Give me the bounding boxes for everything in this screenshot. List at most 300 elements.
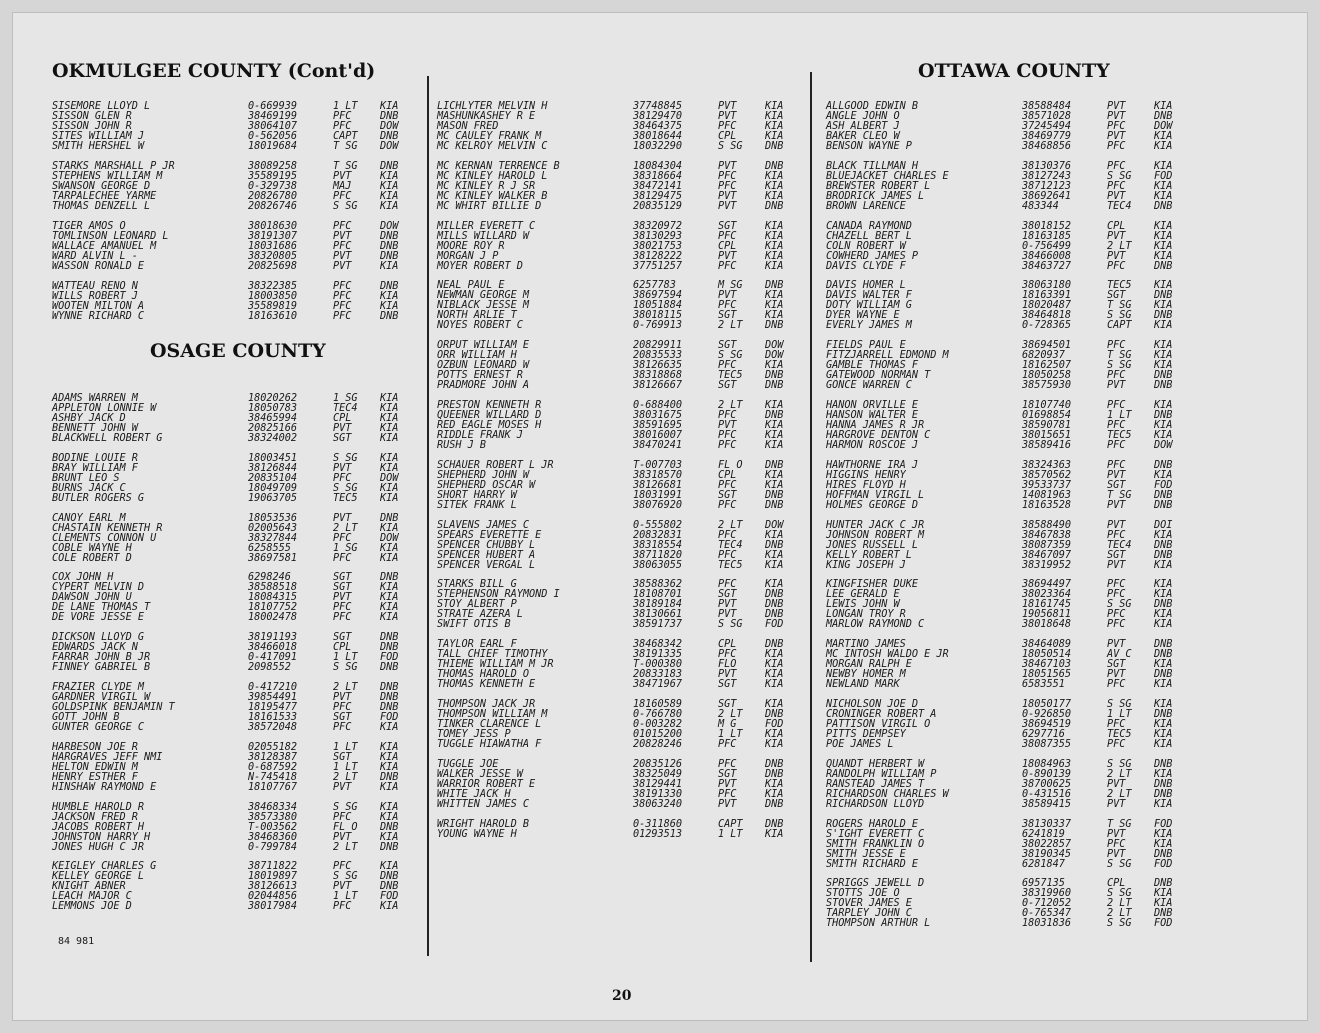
casualty-name: TALL CHIEF TIMOTHY — [437, 649, 548, 661]
casualty-row — [826, 561, 1206, 571]
casualty-rank: T SG — [1107, 350, 1132, 362]
casualty-serial-number: 0-712052 — [1022, 898, 1072, 910]
casualty-rank: 1 SG — [333, 393, 358, 404]
casualty-name: HUMBLE HAROLD R — [52, 801, 145, 813]
casualty-rank: PVT — [1107, 111, 1126, 122]
casualty-name: APPLETON LONNIE W — [52, 403, 157, 414]
casualty-rank: S SG — [718, 350, 743, 362]
casualty-name: COLE ROBERT D — [52, 552, 132, 564]
casualty-status: KIA — [765, 360, 784, 372]
casualty-status: KIA — [1154, 429, 1173, 441]
casualty-serial-number: 38589416 — [1022, 439, 1072, 451]
casualty-name: KELLY ROBERT L — [826, 549, 912, 561]
casualty-serial-number: 20835533 — [633, 350, 683, 362]
casualty-rank: SGT — [718, 768, 737, 780]
casualty-status: KIA — [380, 433, 399, 444]
casualty-name: QUEENER WILLARD D — [437, 409, 542, 421]
casualty-rank: 2 LT — [1107, 898, 1132, 910]
casualty-serial-number: 02005643 — [248, 522, 298, 534]
casualty-row — [52, 663, 422, 673]
casualty-rank: S SG — [718, 619, 743, 631]
casualty-name: WALLACE AMANUEL M — [52, 241, 157, 252]
casualty-rank: SGT — [1107, 479, 1126, 491]
casualty-name: HARMON ROSCOE J — [826, 439, 919, 451]
casualty-serial-number: 38318868 — [633, 370, 683, 382]
casualty-rank: SGT — [333, 572, 352, 584]
casualty-serial-number: 0-687592 — [248, 761, 298, 773]
casualty-serial-number: 38694497 — [1022, 579, 1072, 591]
casualty-rank: T SG — [1107, 489, 1132, 501]
casualty-name: SCHAUER ROBERT L JR — [437, 459, 554, 471]
casualty-rank: CAPT — [1107, 320, 1132, 332]
casualty-rank: T SG — [333, 141, 358, 152]
casualty-serial-number: 38023364 — [1022, 589, 1072, 601]
column-left — [52, 60, 422, 912]
casualty-serial-number: 38018115 — [633, 310, 683, 322]
casualty-rank: PFC — [1107, 160, 1126, 172]
casualty-rank: PFC — [1107, 529, 1126, 541]
casualty-name: PITTS DEMPSEY — [826, 728, 906, 740]
casualty-rank: PFC — [333, 191, 352, 202]
casualty-name: DOTY WILLIAM G — [826, 300, 912, 312]
casualty-status: KIA — [765, 310, 784, 322]
casualty-status: FOD — [765, 718, 784, 730]
casualty-name: HANSON WALTER E — [826, 409, 919, 421]
casualty-serial-number: 18002478 — [248, 612, 298, 624]
casualty-rank: 2 LT — [1107, 240, 1132, 252]
casualty-serial-number: 20825166 — [248, 423, 298, 434]
casualty-rank: PFC — [1107, 121, 1126, 132]
casualty-rank: CPL — [333, 642, 352, 654]
casualty-row — [52, 202, 422, 212]
casualty-rank: TEC5 — [1107, 728, 1132, 740]
casualty-serial-number: 18107740 — [1022, 399, 1072, 411]
casualty-status: DNB — [765, 639, 784, 651]
casualty-status: KIA — [380, 482, 399, 494]
casualty-name: DAVIS WALTER F — [826, 290, 912, 302]
casualty-rank: CPL — [718, 469, 737, 481]
casualty-name: FITZJARRELL EDMOND M — [826, 350, 949, 362]
casualty-status: KIA — [1154, 469, 1173, 481]
casualty-name: MORGAN J P — [437, 250, 499, 262]
casualty-row — [437, 501, 807, 511]
casualty-rank: TEC5 — [718, 370, 743, 382]
casualty-status: KIA — [380, 552, 399, 564]
casualty-rank: CPL — [718, 639, 737, 651]
casualty-status: DNB — [380, 771, 399, 783]
casualty-status: KIA — [1154, 160, 1173, 172]
casualty-rank: AV C — [1107, 649, 1132, 661]
entry-group — [826, 640, 1206, 690]
casualty-name: ASHBY JACK D — [52, 413, 126, 424]
casualty-serial-number: 38711822 — [248, 861, 298, 873]
casualty-serial-number: 38571028 — [1022, 111, 1072, 122]
casualty-status: DNB — [380, 642, 399, 654]
casualty-serial-number: 18084315 — [248, 592, 298, 604]
casualty-status: KIA — [765, 549, 784, 561]
casualty-row — [826, 860, 1206, 870]
casualty-status: KIA — [1154, 679, 1173, 691]
casualty-name: RICHARDSON LLOYD — [826, 798, 925, 810]
page-number: 20 — [612, 988, 632, 1004]
casualty-rank: 2 LT — [718, 519, 743, 531]
casualty-name: DYER WAYNE E — [826, 310, 900, 322]
casualty-status: DNB — [1154, 778, 1173, 790]
casualty-rank: PFC — [1107, 180, 1126, 192]
casualty-name: CANOY EARL M — [52, 512, 126, 524]
casualty-status: KIA — [380, 201, 399, 212]
casualty-status: KIA — [380, 301, 399, 312]
casualty-status: DNB — [765, 708, 784, 720]
casualty-serial-number: 0-765347 — [1022, 908, 1072, 920]
casualty-rank: PVT — [1107, 469, 1126, 481]
casualty-rank: SGT — [718, 220, 737, 232]
casualty-serial-number: 6297716 — [1022, 728, 1065, 740]
casualty-name: STRATE AZERA L — [437, 609, 523, 621]
casualty-serial-number: 2098552 — [248, 662, 291, 674]
casualty-serial-number: 38064107 — [248, 121, 298, 132]
casualty-name: SHEPHERD OSCAR W — [437, 479, 536, 491]
casualty-status: KIA — [1154, 768, 1173, 780]
casualty-rank: PVT — [718, 669, 737, 681]
casualty-rank: M G — [718, 718, 737, 730]
casualty-rank: 1 SG — [333, 542, 358, 554]
casualty-name: SHEPHERD JOHN W — [437, 469, 530, 481]
casualty-serial-number: 18050177 — [1022, 698, 1072, 710]
casualty-serial-number: 38191193 — [248, 632, 298, 644]
casualty-name: FRAZIER CLYDE M — [52, 681, 145, 693]
casualty-serial-number: 38588484 — [1022, 101, 1072, 112]
casualty-rank: S SG — [333, 452, 358, 464]
casualty-status: KIA — [765, 669, 784, 681]
casualty-name: RANSTEAD JAMES T — [826, 778, 925, 790]
casualty-rank: PFC — [333, 291, 352, 302]
casualty-name: MOYER ROBERT D — [437, 260, 523, 272]
casualty-status: KIA — [1154, 419, 1173, 431]
casualty-status: DNB — [380, 841, 399, 853]
casualty-serial-number: 483344 — [1022, 200, 1059, 212]
casualty-status: KIA — [765, 190, 784, 202]
casualty-serial-number: T-003562 — [248, 821, 298, 833]
casualty-rank: PFC — [718, 121, 737, 132]
casualty-rank: PVT — [333, 592, 352, 604]
casualty-serial-number: 38126613 — [248, 881, 298, 893]
casualty-name: DAVIS HOMER L — [826, 280, 906, 292]
casualty-name: DE LANE THOMAS T — [52, 602, 151, 614]
casualty-rank: PFC — [333, 721, 352, 733]
casualty-status: DNB — [1154, 708, 1173, 720]
casualty-name: KELLEY GEORGE L — [52, 871, 145, 883]
casualty-name: FIELDS PAUL E — [826, 340, 906, 352]
casualty-status: KIA — [1154, 300, 1173, 312]
casualty-serial-number: 18019684 — [248, 141, 298, 152]
casualty-serial-number: 6957135 — [1022, 878, 1065, 890]
casualty-status: KIA — [380, 181, 399, 192]
casualty-status: KIA — [380, 811, 399, 823]
casualty-serial-number: 38464375 — [633, 121, 683, 132]
casualty-serial-number: 20833183 — [633, 669, 683, 681]
casualty-name: JACOBS ROBERT H — [52, 821, 145, 833]
casualty-status: DOW — [380, 532, 399, 544]
casualty-name: MC KERNAN TERRENCE B — [437, 160, 560, 172]
casualty-rank: 2 LT — [1107, 768, 1132, 780]
casualty-rank: PFC — [718, 409, 737, 421]
casualty-serial-number: 37245494 — [1022, 121, 1072, 132]
casualty-name: NEWMAN GEORGE M — [437, 290, 530, 302]
casualty-serial-number: 18084304 — [633, 160, 683, 172]
casualty-rank: PVT — [333, 512, 352, 524]
casualty-rank: PFC — [1107, 459, 1126, 471]
casualty-name: BROWN LARENCE — [826, 200, 906, 212]
casualty-status: DNB — [380, 231, 399, 242]
entry-group — [52, 573, 422, 623]
casualty-serial-number: 39854491 — [248, 691, 298, 703]
casualty-name: TUGGLE JOE — [437, 758, 499, 770]
casualty-status: KIA — [765, 679, 784, 691]
casualty-serial-number: 38591737 — [633, 619, 683, 631]
casualty-status: KIA — [380, 101, 399, 112]
casualty-status: KIA — [1154, 579, 1173, 591]
casualty-name: THOMPSON JACK JR — [437, 698, 536, 710]
casualty-serial-number: 18108701 — [633, 589, 683, 601]
casualty-rank: SGT — [718, 489, 737, 501]
casualty-status: KIA — [765, 230, 784, 242]
casualty-serial-number: 18107752 — [248, 602, 298, 614]
casualty-name: ORR WILLIAM H — [437, 350, 517, 362]
casualty-serial-number: 0-417210 — [248, 681, 298, 693]
casualty-name: BENSON WAYNE P — [826, 141, 912, 152]
casualty-rank: PVT — [333, 261, 352, 272]
casualty-name: SPENCER HUBERT A — [437, 549, 536, 561]
casualty-serial-number: 38469779 — [1022, 131, 1072, 142]
casualty-row — [52, 843, 422, 853]
casualty-name: SPENCER CHUBBY L — [437, 539, 536, 551]
casualty-rank: PVT — [333, 423, 352, 434]
casualty-serial-number: 38031675 — [633, 409, 683, 421]
casualty-serial-number: 38018648 — [1022, 619, 1072, 631]
casualty-serial-number: 18050258 — [1022, 370, 1072, 382]
casualty-serial-number: 38320972 — [633, 220, 683, 232]
entry-group — [437, 521, 807, 571]
casualty-status: DNB — [380, 311, 399, 322]
casualty-serial-number: 0-562056 — [248, 131, 298, 142]
casualty-rank: PFC — [1107, 260, 1126, 272]
casualty-name: NICHOLSON JOE D — [826, 698, 919, 710]
casualty-rank: PVT — [1107, 559, 1126, 571]
casualty-serial-number: 0-926850 — [1022, 708, 1072, 720]
casualty-serial-number: 18051884 — [633, 300, 683, 312]
entry-group — [826, 820, 1206, 870]
casualty-serial-number: 38018630 — [248, 221, 298, 232]
casualty-rank: SGT — [333, 632, 352, 644]
casualty-rank: PFC — [333, 552, 352, 564]
casualty-status: KIA — [1154, 798, 1173, 810]
entry-group — [437, 760, 807, 810]
casualty-status: KIA — [765, 529, 784, 541]
casualty-status: DNB — [380, 881, 399, 893]
casualty-serial-number: 38063055 — [633, 559, 683, 571]
casualty-name: RUSH J B — [437, 439, 487, 451]
entry-group — [826, 401, 1206, 451]
casualty-status: KIA — [1154, 350, 1173, 362]
casualty-name: BRAY WILLIAM F — [52, 462, 138, 474]
casualty-serial-number: 38468334 — [248, 801, 298, 813]
entry-group — [826, 341, 1206, 391]
casualty-serial-number: 02055182 — [248, 741, 298, 753]
casualty-status: DOW — [1154, 121, 1173, 132]
casualty-serial-number: 18031836 — [1022, 918, 1072, 930]
entry-group — [826, 760, 1206, 810]
casualty-serial-number: 6241819 — [1022, 828, 1065, 840]
casualty-name: MC KINLEY HAROLD L — [437, 170, 548, 182]
casualty-name: RICHARDSON CHARLES W — [826, 788, 949, 800]
casualty-status: KIA — [380, 592, 399, 604]
casualty-rank: 2 LT — [333, 841, 358, 853]
casualty-rank: PFC — [1107, 838, 1126, 850]
casualty-rank: 1 LT — [333, 891, 358, 903]
casualty-name: GAMBLE THOMAS F — [826, 360, 919, 372]
casualty-name: SWIFT OTIS B — [437, 619, 511, 631]
casualty-serial-number: 37748845 — [633, 101, 683, 112]
casualty-name: THIEME WILLIAM M JR — [437, 659, 554, 671]
casualty-name: TUGGLE HIAWATHA F — [437, 738, 542, 750]
casualty-name: MASON FRED — [437, 121, 499, 132]
casualty-status: DOI — [1154, 519, 1173, 531]
casualty-serial-number: 38588490 — [1022, 519, 1072, 531]
casualty-status: KIA — [380, 861, 399, 873]
casualty-name: POTTS ERNEST R — [437, 370, 523, 382]
casualty-name: BLACKWELL ROBERT G — [52, 433, 163, 444]
casualty-row — [52, 142, 422, 152]
casualty-row — [437, 202, 807, 212]
casualty-serial-number: 38126681 — [633, 479, 683, 491]
casualty-status: KIA — [1154, 828, 1173, 840]
entry-group — [52, 514, 422, 564]
casualty-status: KIA — [380, 741, 399, 753]
entry-group — [826, 281, 1206, 331]
casualty-rank: PVT — [333, 781, 352, 793]
casualty-rank: PFC — [333, 532, 352, 544]
casualty-name: THOMAS KENNETH E — [437, 679, 536, 691]
casualty-rank: PFC — [718, 649, 737, 661]
casualty-rank: FL O — [333, 821, 358, 833]
casualty-rank: 1 LT — [1107, 409, 1132, 421]
casualty-name: HANON ORVILLE E — [826, 399, 919, 411]
casualty-serial-number: 38465994 — [248, 413, 298, 424]
entry-group — [437, 640, 807, 690]
casualty-rank: PFC — [333, 311, 352, 322]
casualty-rank: PVT — [1107, 828, 1126, 840]
casualty-serial-number: 18050783 — [248, 403, 298, 414]
casualty-rank: 2 LT — [333, 522, 358, 534]
casualty-status: KIA — [380, 522, 399, 534]
casualty-name: EDWARDS JACK N — [52, 642, 138, 654]
casualty-status: DNB — [1154, 908, 1173, 920]
casualty-rank: T SG — [1107, 300, 1132, 312]
casualty-rank: PVT — [1107, 669, 1126, 681]
entry-group — [52, 394, 422, 444]
casualty-rank: SGT — [718, 589, 737, 601]
casualty-serial-number: 38318664 — [633, 170, 683, 182]
casualty-status: KIA — [765, 469, 784, 481]
casualty-serial-number: 18003451 — [248, 452, 298, 464]
casualty-name: NEWLAND MARK — [826, 679, 900, 691]
casualty-name: HINSHAW RAYMOND E — [52, 781, 157, 793]
casualty-serial-number: 38694501 — [1022, 340, 1072, 352]
casualty-serial-number: 38472141 — [633, 180, 683, 192]
casualty-status: KIA — [1154, 320, 1173, 332]
casualty-name: RIDDLE FRANK J — [437, 429, 523, 441]
casualty-serial-number: 38464089 — [1022, 639, 1072, 651]
casualty-status: KIA — [765, 180, 784, 192]
casualty-rank: PVT — [1107, 519, 1126, 531]
casualty-rank: CAPT — [333, 131, 358, 142]
casualty-serial-number: 38089258 — [248, 161, 298, 172]
casualty-row — [437, 620, 807, 630]
casualty-serial-number: 38319952 — [1022, 559, 1072, 571]
casualty-serial-number: 02044856 — [248, 891, 298, 903]
casualty-name: BRODRICK JAMES L — [826, 190, 925, 202]
casualty-status: DNB — [1154, 290, 1173, 302]
entry-group — [826, 879, 1206, 929]
casualty-name: JONES HUGH C JR — [52, 841, 145, 853]
casualty-row — [437, 561, 807, 571]
casualty-rank: SGT — [718, 310, 737, 322]
casualty-serial-number: 38318554 — [633, 539, 683, 551]
casualty-serial-number: 38570562 — [1022, 469, 1072, 481]
casualty-name: NEAL PAUL E — [437, 280, 505, 292]
casualty-row — [52, 783, 422, 793]
entry-group — [437, 102, 807, 152]
casualty-name: GOTT JOHN B — [52, 711, 120, 723]
casualty-rank: S SG — [333, 662, 358, 674]
casualty-serial-number: 20835104 — [248, 472, 298, 484]
casualty-name: FARRAR JOHN B JR — [52, 652, 151, 664]
casualty-row — [52, 312, 422, 322]
casualty-status: DNB — [1154, 539, 1173, 551]
casualty-status: DNB — [765, 370, 784, 382]
casualty-rank: PFC — [718, 529, 737, 541]
casualty-serial-number: 0-669939 — [248, 101, 298, 112]
casualty-rank: PFC — [1107, 718, 1126, 730]
casualty-status: DNB — [380, 662, 399, 674]
casualty-rank: S SG — [1107, 599, 1132, 611]
casualty-row — [52, 723, 422, 733]
casualty-rank: PVT — [1107, 250, 1126, 262]
casualty-rank: 2 LT — [718, 399, 743, 411]
casualty-serial-number: 38129475 — [633, 190, 683, 202]
casualty-rank: PFC — [1107, 619, 1126, 631]
casualty-row — [826, 919, 1206, 929]
casualty-name: WASSON RONALD E — [52, 261, 145, 272]
casualty-serial-number: 38017984 — [248, 901, 298, 913]
casualty-status: KIA — [765, 659, 784, 671]
casualty-serial-number: 38590781 — [1022, 419, 1072, 431]
casualty-status: KIA — [1154, 131, 1173, 142]
casualty-serial-number: 18050514 — [1022, 649, 1072, 661]
casualty-status: KIA — [765, 649, 784, 661]
casualty-status: KIA — [1154, 141, 1173, 152]
casualty-name: SPEARS EVERETTE E — [437, 529, 542, 541]
casualty-name: MILLER EVERETT C — [437, 220, 536, 232]
casualty-serial-number: 0-799784 — [248, 841, 298, 853]
casualty-status: KIA — [1154, 659, 1173, 671]
casualty-status: DNB — [765, 539, 784, 551]
casualty-rank: PVT — [333, 231, 352, 242]
casualty-name: TARPLEY JOHN C — [826, 908, 912, 920]
casualty-status: FOD — [1154, 170, 1173, 182]
casualty-name: SITEK FRANK L — [437, 499, 517, 511]
